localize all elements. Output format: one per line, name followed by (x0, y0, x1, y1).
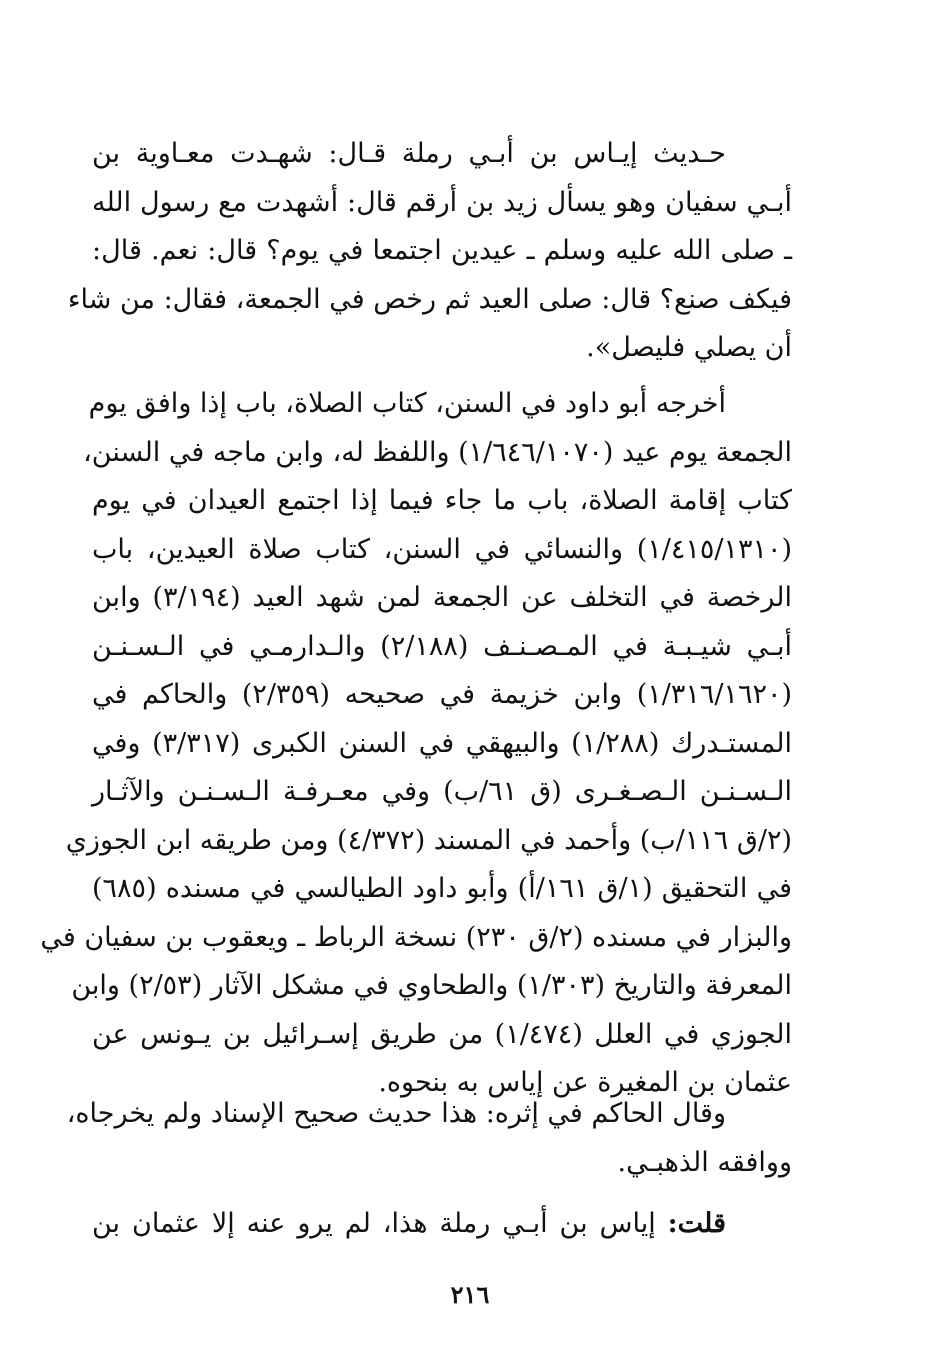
text-line: (١/٣١٦/١٦٢٠) وابن خزيمة في صحيحه (٢/٣٥٩) والحاكم في (92, 679, 792, 710)
text-line-rest: إياس بن أبـي رملة هذا، لم يرو عنه إلا عثمان بن (92, 1208, 668, 1239)
paragraph-hakim-comment (66, 1090, 792, 1187)
text-line: المعرفة والتاريخ (١/٣٠٣) والطحاوي في مشكل الآثار (٢/٥٣) وابن (71, 970, 792, 1001)
text-line: عثمان بن المغيرة عن إياس به بنحوه. (378, 1067, 792, 1098)
text-line: أبـي شيـبـة في المـصـنـف (٢/١٨٨) والـدارمـي في الـسـنـن (92, 630, 792, 662)
text-line: الجوزي في العلل (١/٤٧٤) من طريق إسـرائيل بن يـونس عن (92, 1018, 792, 1050)
text-line: وقال الحاكم في إثره: هذا حديث صحيح الإسناد ولم يخرجاه، (66, 1098, 726, 1129)
text-line: كتاب إقامة الصلاة، باب ما جاء فيما إذا اجتمع العيدان في يوم (92, 485, 792, 516)
text-line: في التحقيق (١/ق ١٦١/أ) وأبو داود الطيالسي في مسنده (٦٨٥) (92, 873, 792, 904)
text-line: (١/٤١٥/١٣١٠) والنسائي في السنن، كتاب صلاة العيدين، باب (92, 533, 792, 565)
text-line: ـ صلى الله عليه وسلم ـ عيدين اجتمعا في يوم؟ قال: نعم. قال: (92, 235, 792, 266)
text-line: والبزار في مسنده (٢/ق ٢٣٠) نسخة الرباط ـ ويعقوب بن سفيان في (40, 921, 792, 953)
text-line: فيكف صنع؟ قال: صلى العيد ثم رخص في الجمعة، فقال: من شاء (67, 283, 792, 315)
lead-word: قلت: (667, 1208, 726, 1239)
text-line: الرخصة في التخلف عن الجمعة لمن شهد العيد (٣/١٩٤) وابن (92, 582, 792, 613)
text-line: المستـدرك (١/٢٨٨) والبيهقي في السنن الكبرى (٣/٣١٧) وفي (92, 727, 792, 759)
text-line: الجمعة يوم عيد (١/٦٤٦/١٠٧٠) واللفظ له، وابن ماجه في السنن، (83, 436, 792, 468)
text-line: أن يصلي فليصل». (586, 332, 792, 363)
text-line: حـديث إيـاس بن أبـي رملة قـال: شهـدت معـاوية بن (92, 138, 726, 169)
text-line (92, 1200, 792, 1249)
paragraph-author-note (92, 1200, 792, 1249)
page-number: ٢١٦ (450, 1280, 490, 1309)
paragraph-hadith-text (67, 130, 792, 373)
text-line: الـسـنـن الـصـغـرى (ق ٦١/ب) وفي معـرفـة الـسـنـن والآثـار (92, 776, 792, 807)
text-line: أخرجه أبو داود في السنن، كتاب الصلاة، باب إذا وافق يوم (88, 388, 726, 419)
text-line: ووافقه الذهبـي. (617, 1146, 792, 1178)
text-line: (٢/ق ١١٦/ب) وأحمد في المسند (٤/٣٧٢) ومن طريقه ابن الجوزي (65, 824, 792, 856)
paragraph-takhrij (40, 380, 792, 1108)
text-line: أبـي سفيان وهو يسأل زيد بن أرقم قال: أشهدت مع رسول الله (92, 186, 792, 218)
